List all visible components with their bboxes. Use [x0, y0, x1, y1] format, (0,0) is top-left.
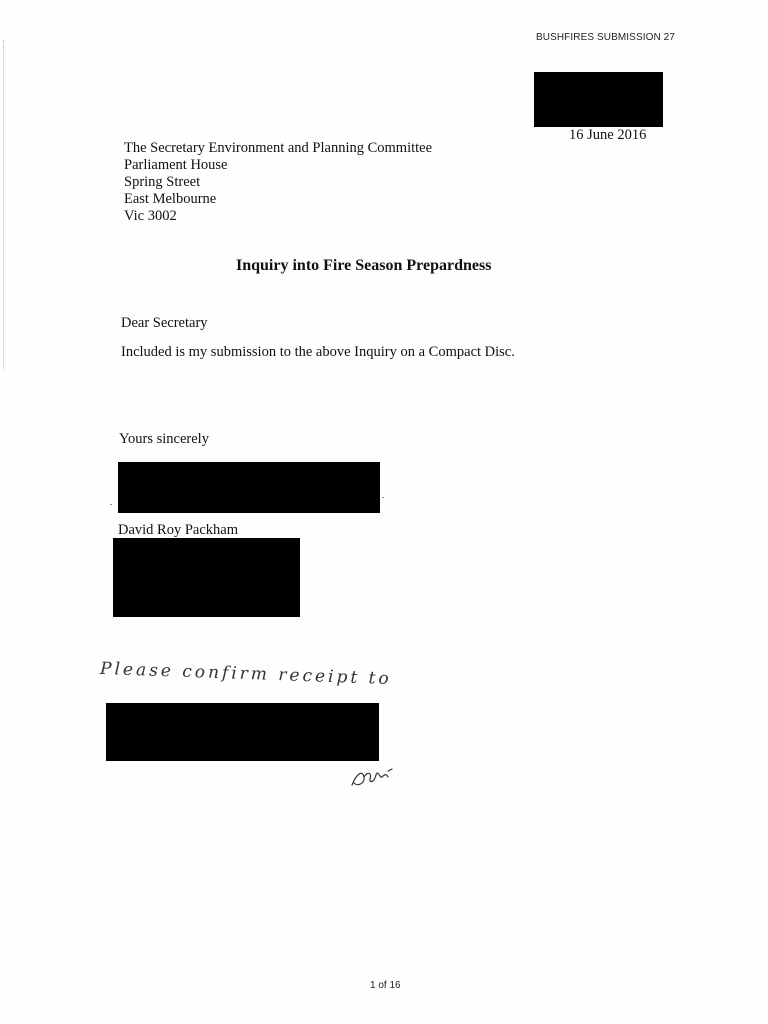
redaction-contact [106, 703, 379, 761]
handwritten-initials [348, 765, 398, 791]
redaction-sender-address [534, 72, 663, 127]
handwritten-note: Please confirm receipt to [99, 658, 392, 690]
address-line: Vic 3002 [124, 208, 177, 224]
address-line: The Secretary Environment and Planning Committee [124, 140, 433, 156]
address-line: Spring Street [124, 174, 201, 190]
ink-speck [382, 497, 384, 498]
recipient-address [124, 140, 432, 225]
ink-speck [110, 504, 112, 505]
scan-edge-artifact [3, 40, 5, 370]
submission-tag: BUSHFIRES SUBMISSION 27 [536, 32, 675, 43]
address-line: East Melbourne [124, 191, 217, 207]
redaction-signer-details [113, 538, 300, 617]
letter-date: 16 June 2016 [569, 127, 647, 143]
letter-body: Included is my submission to the above Inquiry on a Compact Disc. [121, 344, 515, 360]
closing: Yours sincerely [119, 431, 209, 447]
signer-name: David Roy Packham [118, 522, 239, 538]
letter-title: Inquiry into Fire Season Prepardness [236, 257, 492, 274]
address-line: Parliament House [124, 157, 228, 173]
redaction-signature [118, 462, 380, 513]
page-number: 1 of 16 [370, 980, 401, 991]
salutation: Dear Secretary [121, 315, 208, 331]
